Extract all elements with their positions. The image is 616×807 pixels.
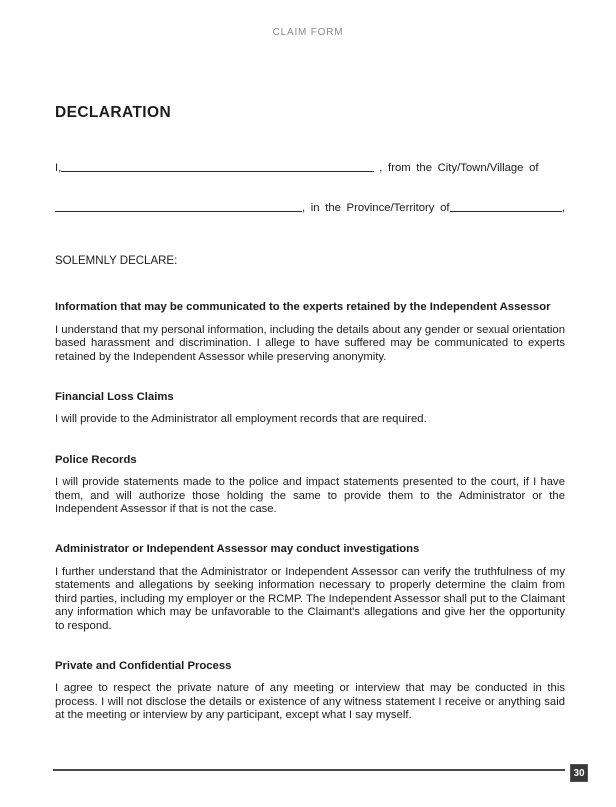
page-number-badge: 30 [570, 764, 588, 782]
intro-line-1-prefix: I, [55, 162, 62, 174]
province-blank-line [450, 210, 562, 212]
section-heading: Police Records [55, 453, 137, 466]
solemnly-declare-label: SOLEMNLY DECLARE: [55, 255, 178, 267]
intro-line-1-suffix: , from the City/Town/Village of [379, 162, 539, 174]
section-body: I agree to respect the private nature of any meeting or interview that may be conducted in this process. I will not disclose the details or existence of any witness statement I receive or anything said at the meeting or interview by any participant, except what I say myself. [55, 682, 565, 722]
section-body: I will provide to the Administrator all employment records that are required. [55, 413, 427, 426]
page-title: DECLARATION [55, 104, 172, 121]
section-heading: Administrator or Independent Assessor may conduct investigations [55, 543, 420, 556]
section-police-records [55, 454, 565, 517]
intro-line-2 [55, 202, 565, 214]
section-heading: Information that may be communicated to the experts retained by the Independent Assessor [55, 301, 551, 314]
footer-divider [53, 769, 565, 771]
declaration-body [55, 255, 565, 750]
section-private-confidential [55, 660, 565, 723]
section-heading: Financial Loss Claims [55, 391, 174, 404]
section-heading: Private and Confidential Process [55, 659, 232, 672]
page-header: CLAIM FORM [272, 27, 344, 38]
section-body: I understand that my personal information, including the details about any gender or sexual orientation based harassment and discrimination. I allege to have suffered may be communicated to experts retained by the Independent Assessor while preserving anonymity. [55, 323, 565, 363]
intro-line-2-end: , [561, 202, 565, 214]
section-body: I will provide statements made to the police and impact statements presented to the court, if I have them, and will authorize those holding the same to provide them to the Administrator or the Independent Assessor if that is not the case. [55, 476, 565, 516]
intro-line-2-mid: , in the Province/Territory of [302, 202, 450, 214]
name-blank-line [61, 170, 374, 172]
intro-line-1 [55, 162, 565, 174]
section-financial-loss [55, 391, 565, 427]
section-information [55, 301, 565, 364]
section-investigations [55, 543, 565, 632]
city-blank-line [55, 210, 302, 212]
section-body: I further understand that the Administrator or Independent Assessor can verify the truthfulness of my statements and allegations by seeking information necessary to properly determine the claim from third parties, including my employer or the RCMP. The Independent Assessor shall put to the Claimant any information which may be unfavorable to the Claimant's allegations and give her the opportunity to respond. [55, 565, 565, 632]
